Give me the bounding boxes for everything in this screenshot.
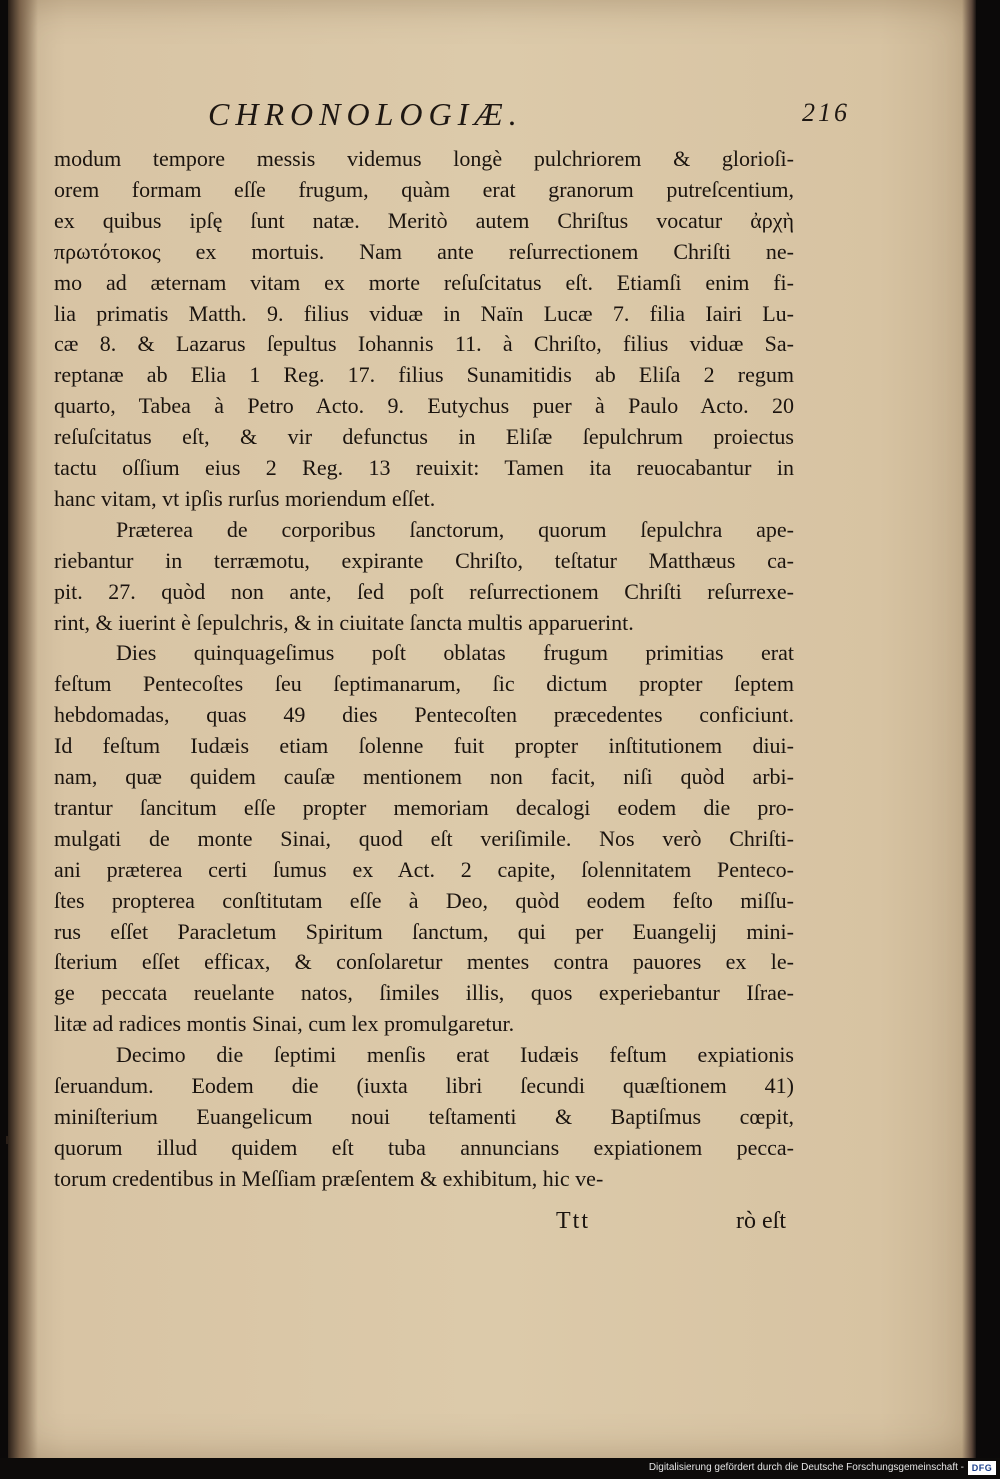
text-line: nam, quæ quidem cauſæ mentionem non facit, niſi quòd arbi- (54, 764, 794, 789)
text-line: Dies quinquageſimus poſt oblatas frugum primitias erat (116, 640, 794, 665)
text-line: ge peccata reuelante natos, ſimiles illis, quos experiebantur Iſrae- (54, 980, 794, 1005)
signature-mark: Ttt (556, 1208, 590, 1234)
book-page (8, 0, 976, 1458)
margin-mark (6, 1136, 8, 1144)
text-line: reſuſcitatus eſt, & vir defunctus in Eliſæ ſepulchrum proiectus (54, 424, 794, 449)
text-line: mo ad æternam vitam ex morte reſuſcitatus eſt. Etiamſi enim fi- (54, 270, 794, 295)
text-line: litæ ad radices montis Sinai, cum lex promulgaretur. (54, 1011, 515, 1036)
text-line: ſtes propterea conſtitutam eſſe à Deo, quòd eodem feſto miſſu- (54, 888, 794, 913)
text-line: mulgati de monte Sinai, quod eſt veriſimile. Nos verò Chriſti- (54, 826, 794, 851)
digitization-footer (0, 1458, 1000, 1479)
text-line: Decimo die ſeptimi menſis erat Iudæis feſtum expiationis (116, 1042, 794, 1067)
running-title: CHRONOLOGIÆ. (208, 96, 523, 132)
text-line: ani præterea certi ſumus ex Act. 2 capite, ſolennitatem Penteco- (54, 857, 794, 882)
dfg-logo-icon: DFG (968, 1461, 996, 1475)
text-line: feſtum Pentecoſtes ſeu ſeptimanarum, ſic dictum propter ſeptem (54, 671, 794, 696)
text-line: reptanæ ab Elia 1 Reg. 17. filius Sunamitidis ab Eliſa 2 regum (54, 362, 794, 387)
text-line: miniſterium Euangelicum noui teſtamenti & Baptiſmus cœpit, (54, 1104, 794, 1129)
page-number: 216 (802, 98, 850, 127)
text-line: orem formam eſſe frugum, quàm erat granorum putreſcentium, (54, 177, 794, 202)
catchword: rò eſt (736, 1208, 786, 1234)
text-line: hebdomadas, quas 49 dies Pentecoſten præcedentes conficiunt. (54, 702, 794, 727)
text-line: rint, & iuerint è ſepulchris, & in ciuitate ſancta multis apparuerint. (54, 610, 634, 635)
page-gutter (8, 0, 38, 1458)
text-line: torum credentibus in Meſſiam præſentem & exhibitum, hic ve- (54, 1166, 604, 1191)
text-line: pit. 27. quòd non ante, ſed poſt reſurrectionem Chriſti reſurrexe- (54, 579, 794, 604)
text-line: cæ 8. & Lazarus ſepultus Iohannis 11. à Chriſto, filius viduæ Sa- (54, 331, 794, 356)
text-line: lia primatis Matth. 9. filius viduæ in Naïn Lucæ 7. filia Iairi Lu- (54, 301, 794, 326)
text-line: quarto, Tabea à Petro Acto. 9. Eutychus puer à Paulo Acto. 20 (54, 393, 794, 418)
text-line: modum tempore messis videmus longè pulchriorem & glorioſi- (54, 146, 794, 171)
text-line: πρωτότοκος ex mortuis. Nam ante reſurrectionem Chriſti ne- (54, 239, 794, 264)
page-edge (962, 0, 976, 1458)
text-line: rus eſſet Paracletum Spiritum ſanctum, qui per Euangelij mini- (54, 919, 794, 944)
text-line: ſeruandum. Eodem die (iuxta libri ſecundi quæſtionem 41) (54, 1073, 794, 1098)
text-line: quorum illud quidem eſt tuba annuncians expiationem pecca- (54, 1135, 794, 1160)
text-line: tactu oſſium eius 2 Reg. 13 reuixit: Tamen ita reuocabantur in (54, 455, 794, 480)
text-line: Præterea de corporibus ſanctorum, quorum ſepulchra ape- (116, 517, 794, 542)
text-line: ex quibus ipſę ſunt natæ. Meritò autem Chriſtus vocatur ἀρχὴ (54, 208, 794, 233)
text-line: riebantur in terræmotu, expirante Chriſto, teſtatur Matthæus ca- (54, 548, 794, 573)
text-line: ſterium eſſet efficax, & conſolaretur mentes contra pauores ex le- (54, 949, 794, 974)
text-line: Id feſtum Iudæis etiam ſolenne fuit propter inſtitutionem diui- (54, 733, 794, 758)
text-line: trantur ſancitum eſſe propter memoriam decalogi eodem die pro- (54, 795, 794, 820)
text-line: hanc vitam, vt ipſis rurſus moriendum eſſet. (54, 486, 436, 511)
funding-notice: Digitalisierung gefördert durch die Deutsche Forschungsgemeinschaft - (648, 1462, 964, 1473)
